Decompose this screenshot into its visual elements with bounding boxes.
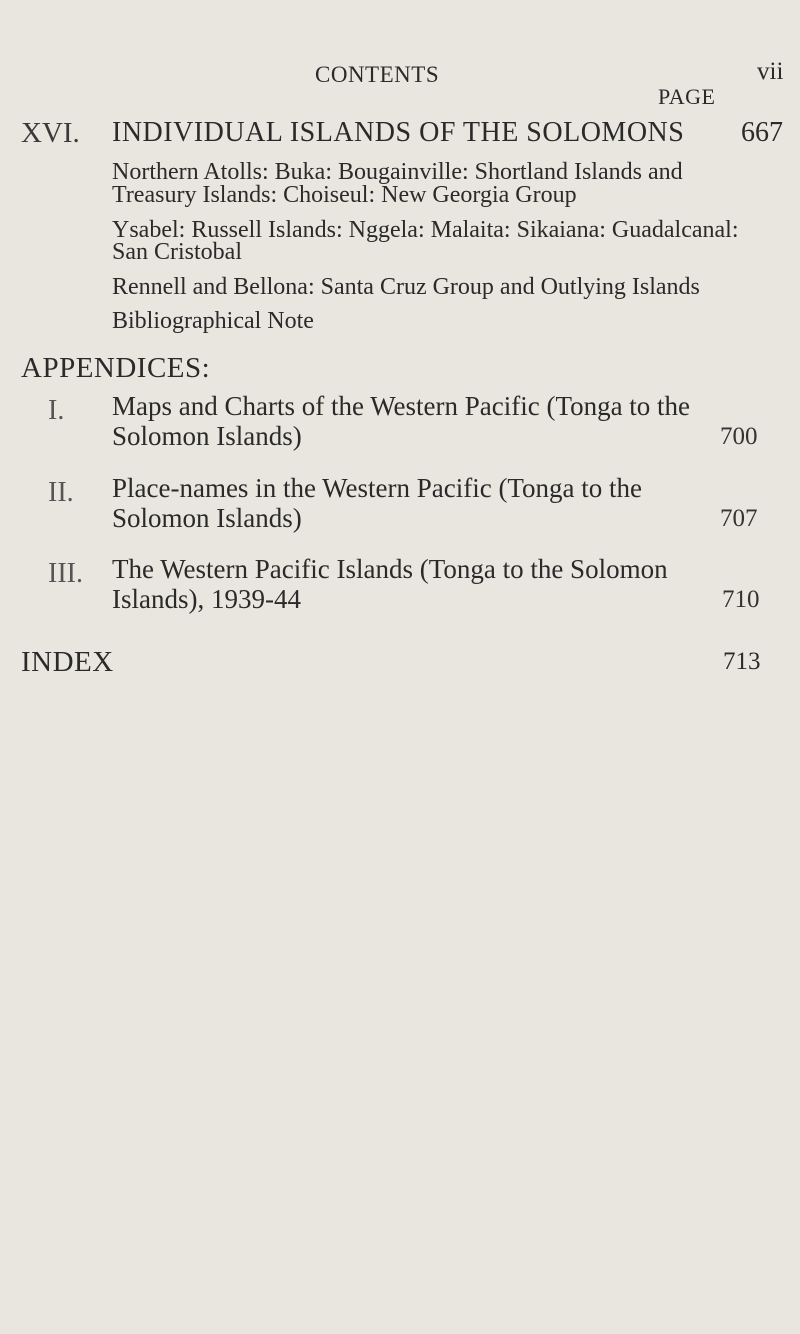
chapter-subentry: Treasury Islands: Choiseul: New Georgia Group	[112, 182, 577, 208]
appendix-number: I.	[48, 395, 65, 426]
appendix-title-line: Solomon Islands)	[112, 421, 302, 451]
appendix-number: II.	[48, 477, 74, 508]
index-page: 713	[723, 648, 761, 675]
folio: vii	[757, 58, 784, 85]
appendix-page: 710	[722, 586, 760, 613]
appendix-page: 700	[720, 423, 758, 450]
chapter-title: INDIVIDUAL ISLANDS OF THE SOLOMONS	[112, 117, 685, 148]
appendix-title-line: Place-names in the Western Pacific (Tonga to the	[112, 473, 643, 503]
chapter-number: XVI.	[21, 117, 80, 149]
appendix-title-line: Maps and Charts of the Western Pacific (Tonga to the	[112, 391, 691, 421]
index-heading: INDEX	[21, 646, 114, 678]
chapter-subentry: Bibliographical Note	[112, 308, 314, 334]
appendices-heading: APPENDICES:	[21, 352, 211, 384]
running-head: CONTENTS	[315, 62, 440, 87]
chapter-subentry: Ysabel: Russell Islands: Nggela: Malaita: Sikaiana: Guadalcanal:	[112, 217, 739, 243]
chapter-subentry: Rennell and Bellona: Santa Cruz Group and Outlying Islands	[112, 274, 700, 300]
chapter-page: 667	[741, 117, 783, 148]
appendix-title-line: Islands), 1939-44	[112, 584, 301, 614]
appendix-title-line: Solomon Islands)	[112, 503, 302, 533]
appendix-title-line: The Western Pacific Islands (Tonga to the Solomon	[112, 554, 668, 584]
appendix-page: 707	[720, 505, 758, 532]
page-column-label: PAGE	[658, 84, 716, 109]
chapter-subentry: San Cristobal	[112, 239, 242, 265]
appendix-number: III.	[48, 558, 83, 589]
chapter-subentry: Northern Atolls: Buka: Bougainville: Shortland Islands and	[112, 159, 683, 185]
